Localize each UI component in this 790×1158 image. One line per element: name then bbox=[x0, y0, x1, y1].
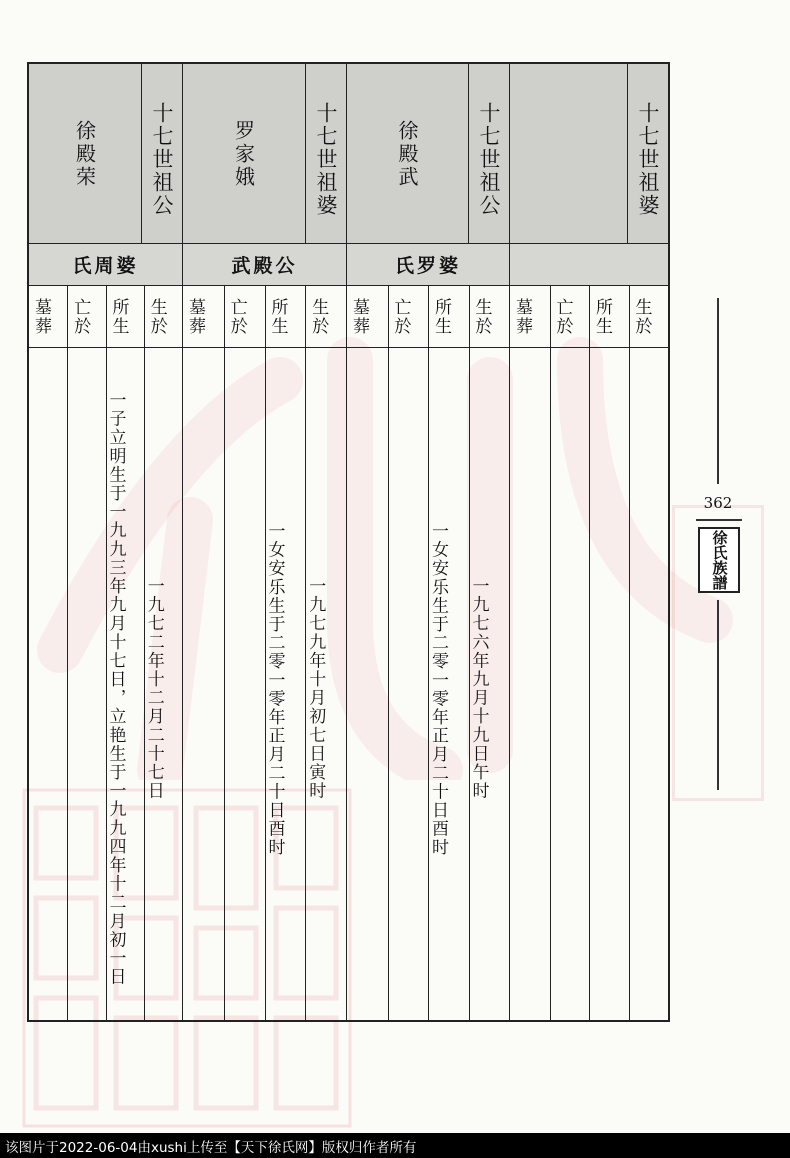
value-born: 一九七九年十月初七日寅时 bbox=[305, 577, 326, 801]
label-born: 生於 bbox=[631, 297, 652, 336]
field-values-row bbox=[183, 348, 346, 1020]
page-number: 362 bbox=[703, 494, 733, 512]
field-values-row bbox=[347, 348, 509, 1020]
label-died: 亡於 bbox=[70, 297, 91, 336]
entry-header bbox=[183, 64, 346, 244]
field-labels-row bbox=[510, 286, 668, 348]
upload-notice: 该图片于2022-06-04由xushi上传至【天下徐氏网】版权归作者所有 bbox=[0, 1133, 790, 1158]
label-burial: 墓葬 bbox=[349, 297, 369, 336]
page-number-rule bbox=[696, 519, 742, 521]
margin-rule-top bbox=[717, 298, 719, 484]
label-children: 所生 bbox=[267, 297, 288, 336]
genealogy-entry bbox=[182, 64, 346, 1020]
entry-header bbox=[347, 64, 509, 244]
field-labels-row bbox=[183, 286, 346, 348]
entry-header bbox=[29, 64, 182, 244]
spouse-line: 武殿公 bbox=[183, 244, 346, 286]
generation-title: 十七世祖公 bbox=[468, 64, 509, 244]
label-died: 亡於 bbox=[226, 297, 247, 336]
field-labels-row bbox=[29, 286, 182, 348]
genealogy-entry bbox=[346, 64, 509, 1020]
label-children: 所生 bbox=[431, 297, 451, 336]
label-died: 亡於 bbox=[390, 297, 411, 336]
label-born: 生於 bbox=[146, 297, 167, 336]
label-burial: 墓葬 bbox=[31, 297, 51, 336]
entry-header bbox=[510, 64, 668, 244]
label-burial: 墓葬 bbox=[185, 297, 205, 336]
spouse-line: 氏罗婆 bbox=[347, 244, 509, 286]
generation-title: 十七世祖公 bbox=[141, 64, 182, 244]
spouse-line bbox=[510, 244, 668, 286]
person-name: 徐殿荣 bbox=[72, 119, 97, 189]
label-born: 生於 bbox=[308, 297, 329, 336]
value-born: 一九七六年九月十九日午时 bbox=[468, 577, 489, 801]
spouse-line: 氏周婆 bbox=[29, 244, 182, 286]
field-values-row bbox=[510, 348, 668, 1020]
label-burial: 墓葬 bbox=[512, 297, 532, 336]
genealogy-table bbox=[27, 62, 670, 1022]
field-labels-row bbox=[347, 286, 509, 348]
margin-rule-bottom bbox=[717, 600, 719, 790]
value-children: 一女安乐生于二零一零年正月二十日酉时 bbox=[428, 521, 448, 857]
person-name: 罗家娥 bbox=[231, 119, 256, 189]
generation-title: 十七世祖婆 bbox=[305, 64, 346, 244]
genealogy-entry bbox=[29, 64, 182, 1020]
field-values-row bbox=[29, 348, 182, 1020]
generation-title: 十七世祖婆 bbox=[627, 64, 668, 244]
book-title-logo: 徐氏族譜 bbox=[698, 527, 740, 593]
label-died: 亡於 bbox=[552, 297, 573, 336]
genealogy-entry bbox=[509, 64, 668, 1020]
person-name bbox=[510, 64, 627, 244]
label-children: 所生 bbox=[592, 297, 612, 336]
label-born: 生於 bbox=[471, 297, 492, 336]
value-born: 一九七二年十二月二十七日 bbox=[143, 577, 164, 801]
value-children: 一子立明生于一九九三年九月十七日，立艳生于一九九四年十二月初一日 bbox=[105, 391, 126, 987]
person-name: 徐殿武 bbox=[395, 119, 419, 189]
label-children: 所生 bbox=[108, 297, 129, 336]
value-children: 一女安乐生于二零一零年正月二十日酉时 bbox=[264, 521, 285, 857]
